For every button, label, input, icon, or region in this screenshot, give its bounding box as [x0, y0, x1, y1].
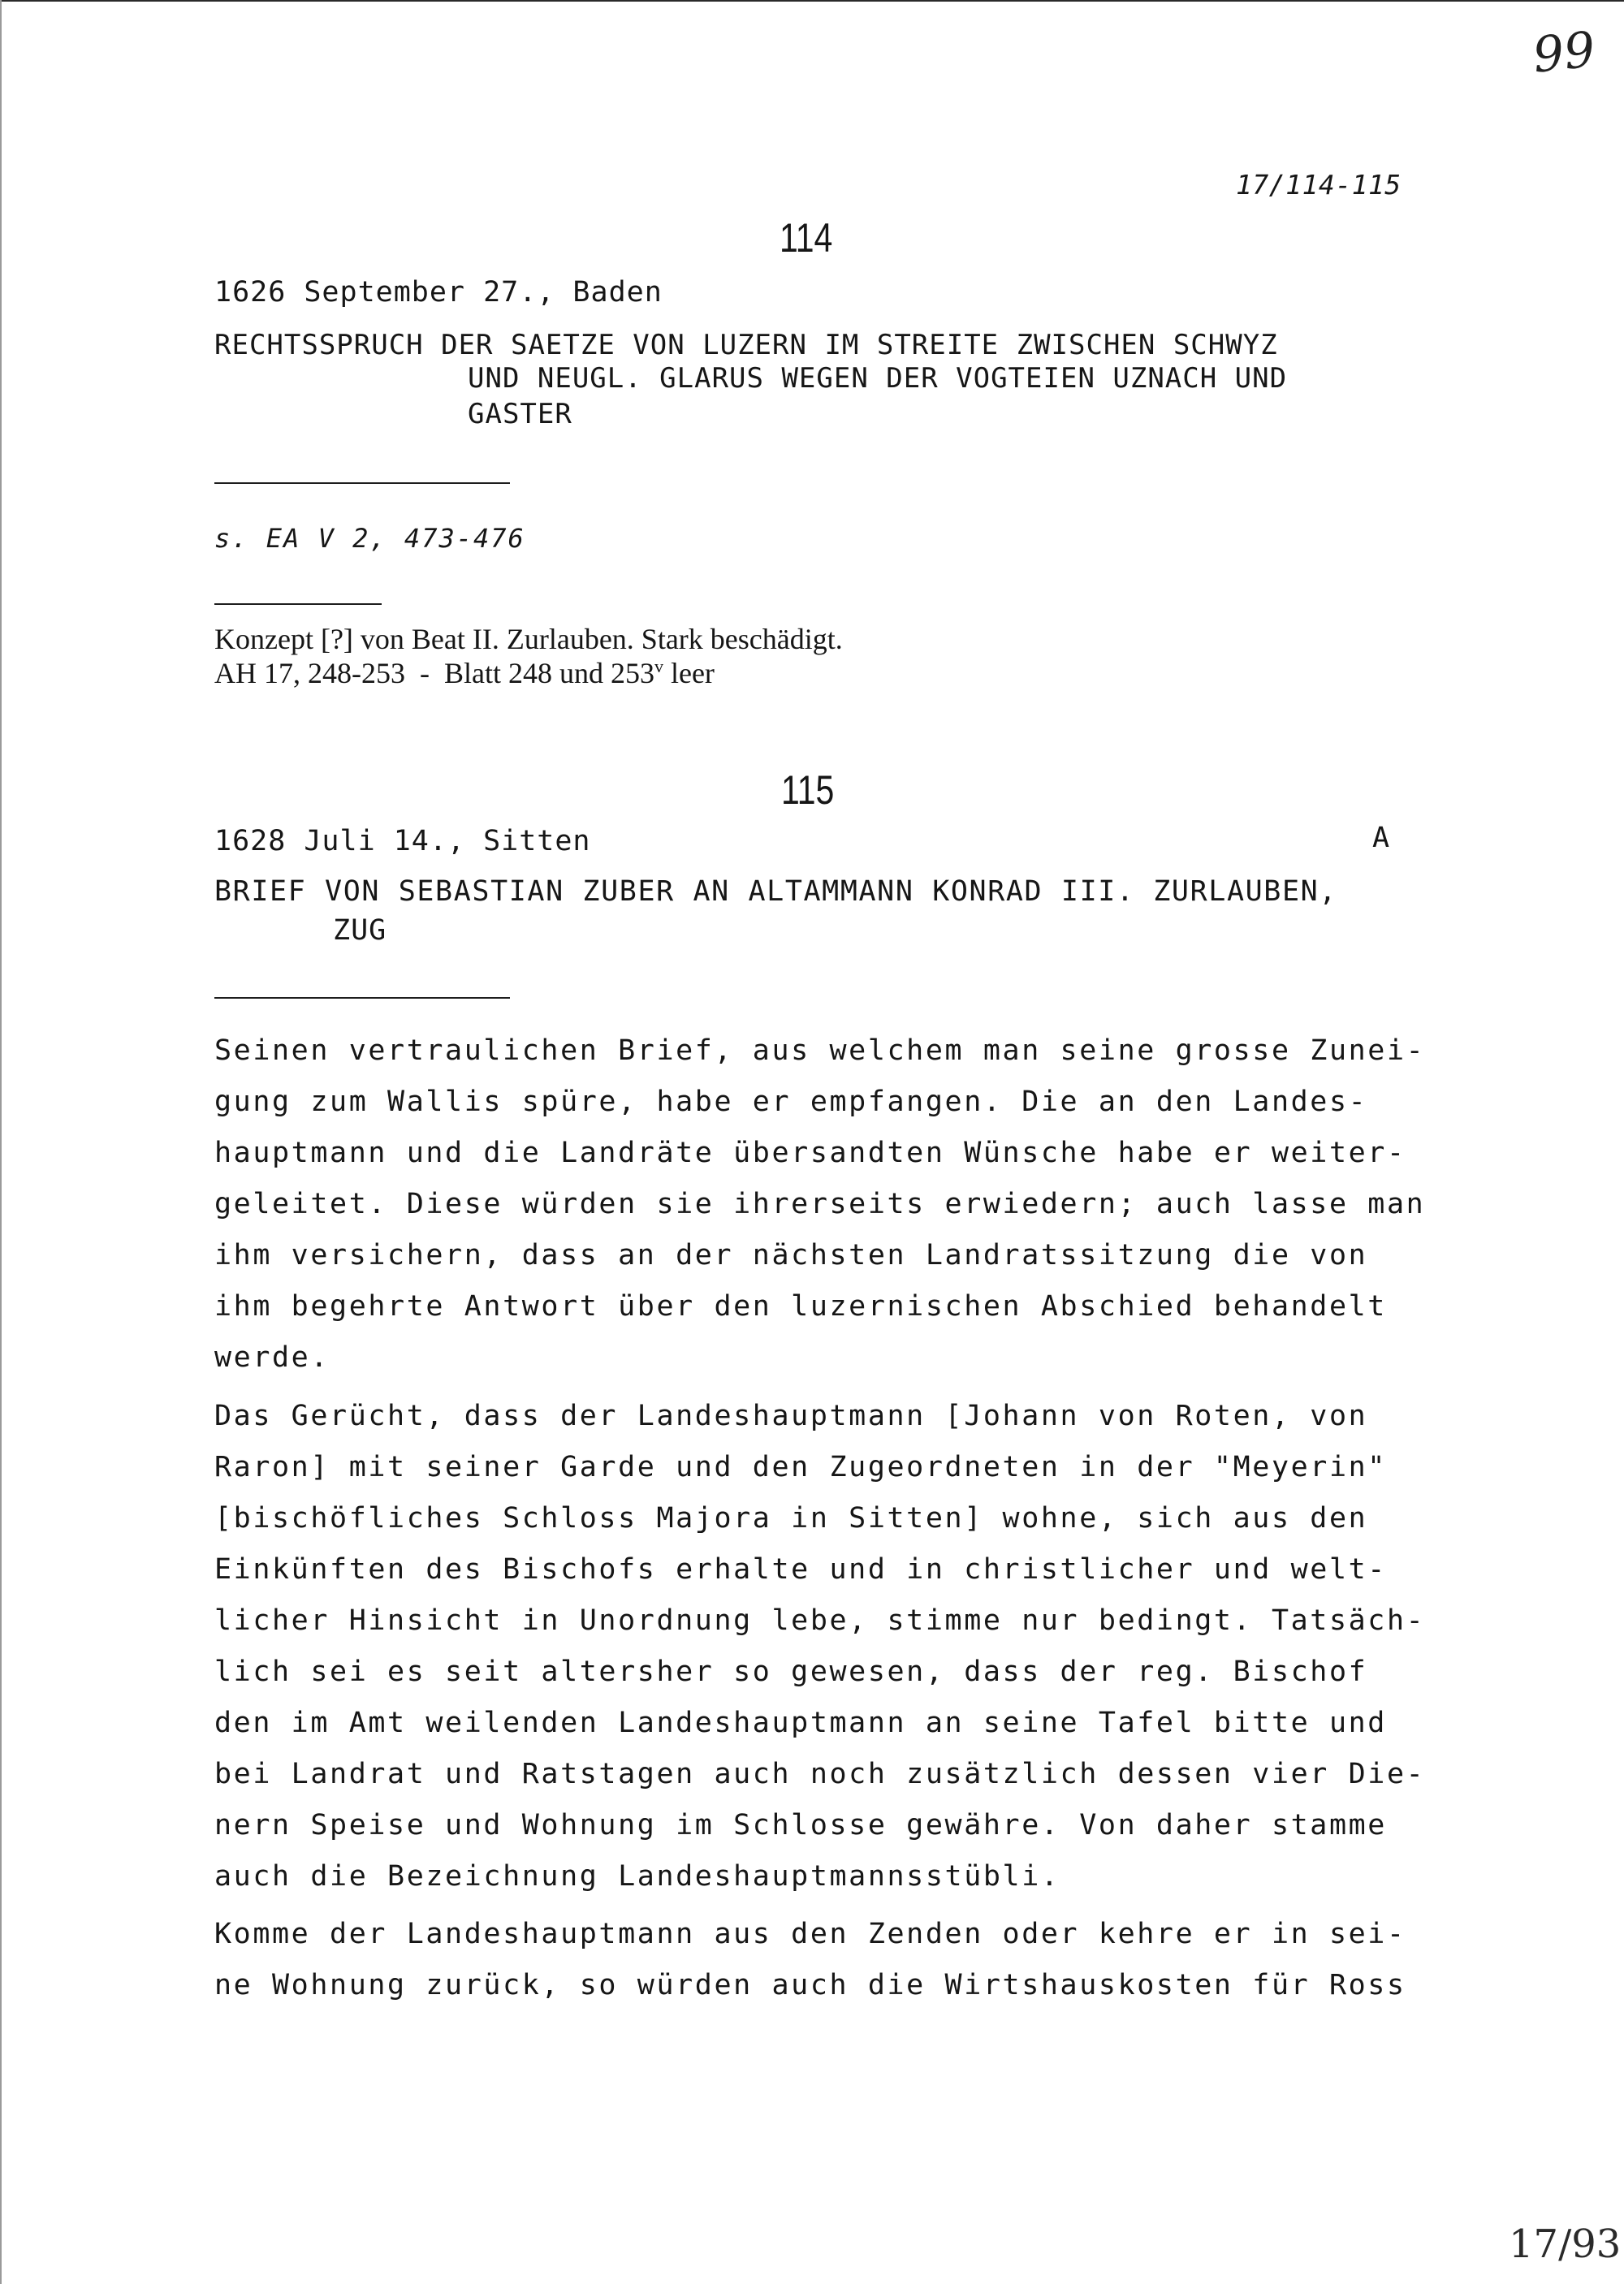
body-line: den im Amt weilenden Landeshauptmann an seine Tafel bitte und — [214, 1707, 1387, 1739]
document-number-115: 115 — [781, 767, 835, 813]
doc115-title-line-1: BRIEF VON SEBASTIAN ZUBER AN ALTAMMANN KONRAD III. ZURLAUBEN, — [214, 875, 1337, 908]
verso-superscript: v — [654, 656, 663, 676]
body-line: bei Landrat und Ratstagen auch noch zusätzlich dessen vier Die- — [214, 1758, 1426, 1790]
scan-edge-left — [0, 0, 2, 2284]
doc114-title-line-2: UND NEUGL. GLARUS WEGEN DER VOGTEIEN UZNACH UND — [468, 362, 1288, 395]
body-line: Einkünften des Bischofs erhalte und in christlicher und welt- — [214, 1553, 1387, 1586]
body-line: Raron] mit seiner Garde und den Zugeordneten in der "Meyerin" — [214, 1451, 1387, 1483]
doc114-archive-note — [214, 656, 715, 690]
doc115-date-place: 1628 Juli 14., Sitten — [214, 825, 591, 857]
separator-rule — [214, 482, 510, 484]
body-line: [bischöfliches Schloss Majora in Sitten] wohne, sich aus den — [214, 1502, 1368, 1535]
body-line: ihm versichern, dass an der nächsten Landratssitzung die von — [214, 1239, 1368, 1272]
document-number-114: 114 — [780, 215, 833, 261]
doc114-source-note: Konzept [?] von Beat II. Zurlauben. Stark beschädigt. — [214, 623, 843, 655]
separator-rule — [214, 997, 510, 999]
doc114-edition-reference: s. EA V 2, 473-476 — [214, 523, 525, 554]
doc114-archive-note-text: AH 17, 248-253 - Blatt 248 und 253 — [214, 657, 654, 689]
body-line: licher Hinsicht in Unordnung lebe, stimme nur bedingt. Tatsäch- — [214, 1604, 1426, 1637]
doc115-version-marker: A — [1372, 822, 1391, 854]
body-line: Seinen vertraulichen Brief, aus welchem man seine grosse Zunei- — [214, 1034, 1426, 1067]
body-line: nern Speise und Wohnung im Schlosse gewähre. Von daher stamme — [214, 1809, 1387, 1841]
handwritten-page-mark: 17/93 — [1509, 2221, 1622, 2267]
doc115-title-line-2: ZUG — [333, 914, 387, 947]
body-line: ne Wohnung zurück, so würden auch die Wirtshauskosten für Ross — [214, 1969, 1406, 2001]
scan-edge-top — [0, 0, 1624, 2]
body-line: auch die Bezeichnung Landeshauptmannsstübli. — [214, 1860, 1060, 1893]
doc114-title-line-3: GASTER — [468, 398, 572, 430]
separator-rule — [214, 603, 382, 605]
body-line: hauptmann und die Landräte übersandten Wünsche habe er weiter- — [214, 1137, 1406, 1169]
body-line: lich sei es seit altersher so gewesen, dass der reg. Bischof — [214, 1656, 1368, 1688]
body-line: geleitet. Diese würden sie ihrerseits erwiedern; auch lasse man — [214, 1188, 1426, 1220]
doc114-archive-note-end: leer — [663, 657, 715, 689]
body-line: Das Gerücht, dass der Landeshauptmann [Johann von Roten, von — [214, 1400, 1368, 1432]
handwritten-folio-number: 99 — [1530, 21, 1598, 84]
document-range-reference: 17/114-115 — [1236, 169, 1402, 201]
body-line: werde. — [214, 1341, 330, 1374]
body-line: ihm begehrte Antwort über den luzernischen Abschied behandelt — [214, 1290, 1387, 1323]
body-line: Komme der Landeshauptmann aus den Zenden oder kehre er in sei- — [214, 1918, 1406, 1950]
body-line: gung zum Wallis spüre, habe er empfangen. Die an den Landes- — [214, 1086, 1368, 1118]
doc114-date-place: 1626 September 27., Baden — [214, 276, 663, 309]
doc114-title-line-1: RECHTSSPRUCH DER SAETZE VON LUZERN IM STREITE ZWISCHEN SCHWYZ — [214, 329, 1278, 361]
